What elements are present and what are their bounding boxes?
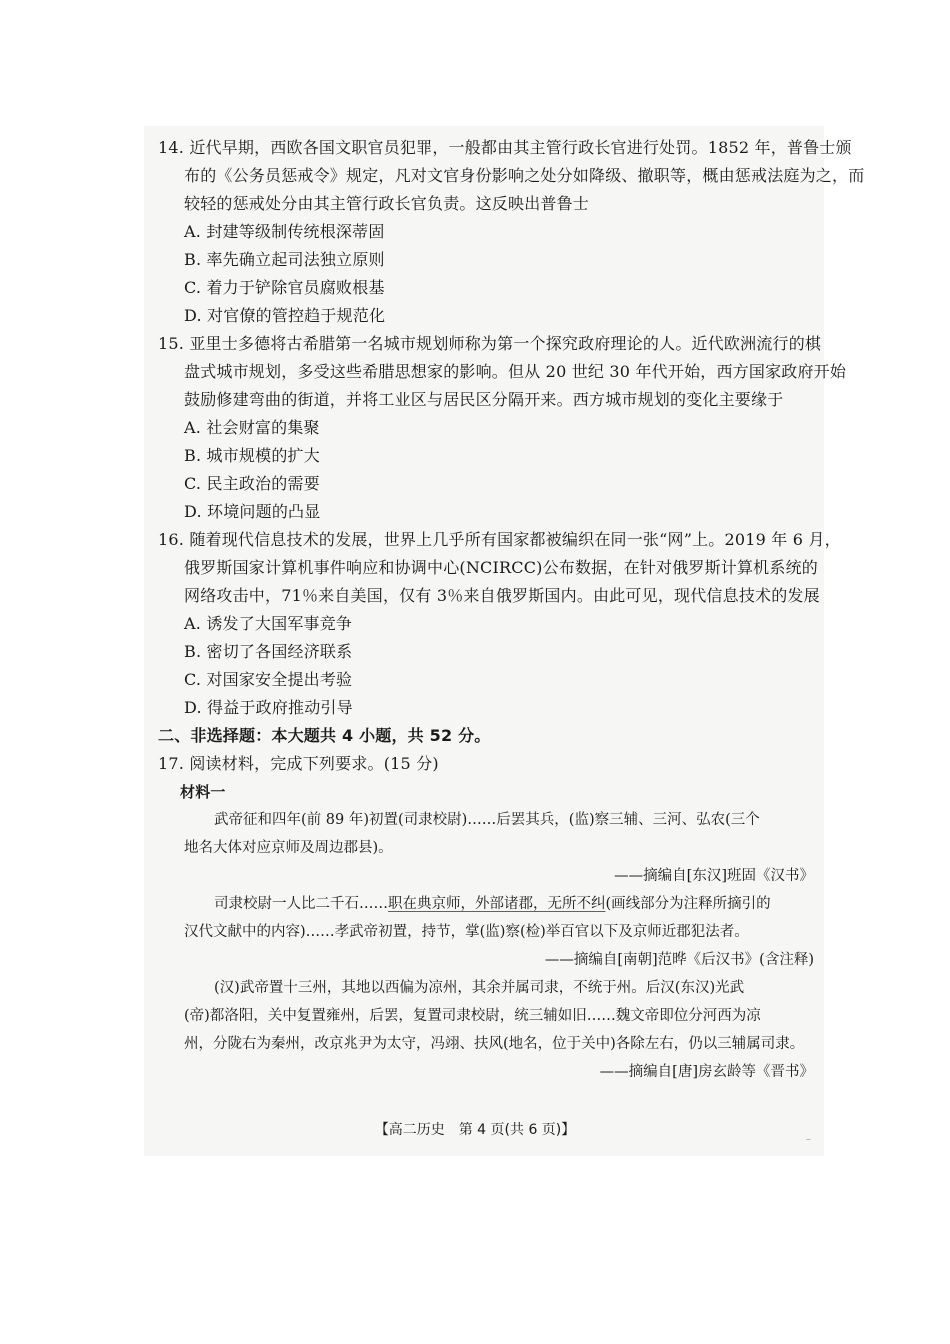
question-stem-line: 网络攻击中，71％来自美国，仅有 3％来自俄罗斯国内。由此可见，现代信息技术的发展 [184,586,820,605]
question-15 [158,330,847,526]
material-paragraph-line: 武帝征和四年(前 89 年)初置(司隶校尉)……后罢其兵，(监)察三辅、三河、弘农(三个 [214,812,760,828]
question-17 [158,750,818,1086]
question-16 [158,526,841,722]
material-title: 材料一 [180,783,226,801]
question-stem-line: 较轻的惩戒处分由其主管行政长官负责。这反映出普鲁士 [184,194,590,213]
text-segment: 司隶校尉一人比二千石…… [214,896,388,912]
exam-content [158,134,865,1086]
option-c: C. 对国家安全提出考验 [184,670,353,689]
source-citation: ——摘编自[南朝]范晔《后汉书》(含注释) [544,952,814,968]
source-citation: ——摘编自[唐]房玄龄等《晋书》 [599,1064,814,1080]
option-b: B. 城市规模的扩大 [184,446,320,465]
text-segment: (画线部分为注释所摘引的 [605,896,771,912]
question-stem-line: 鼓励修建弯曲的街道，并将工业区与居民区分隔开来。西方城市规划的变化主要缘于 [184,390,784,409]
option-a: A. 封建等级制传统根深蒂固 [184,222,385,241]
option-d: D. 环境问题的凸显 [184,502,321,521]
option-a: A. 社会财富的集聚 [184,418,320,437]
source-citation: ——摘编自[东汉]班固《汉书》 [614,868,814,884]
section-title: 二、非选择题：本大题共 4 小题，共 52 分。 [158,726,491,745]
option-b: B. 率先确立起司法独立原则 [184,250,385,269]
page-footer: 【高二历史 第 4 页(共 6 页)】 [374,1122,576,1138]
question-stem-line: 17. 阅读材料，完成下列要求。(15 分) [158,754,439,773]
question-stem-line: 布的《公务员惩戒令》规定，凡对文官身份影响之处分如降级、撤职等，概由惩戒法庭为之，而 [184,166,865,185]
option-b: B. 密切了各国经济联系 [184,642,353,661]
question-stem-line: 俄罗斯国家计算机事件响应和协调中心(NCIRCC)公布数据，在针对俄罗斯计算机系统的 [184,558,818,577]
question-stem-line: 14. 近代早期，西欧各国文职官员犯罪，一般都由其主管行政长官进行处罚。1852 年，普鲁士颁 [158,138,852,157]
option-d: D. 得益于政府推动引导 [184,698,353,717]
option-c: C. 着力于铲除官员腐败根基 [184,278,385,297]
material-paragraph-line: 州，分陇右为秦州，改京兆尹为太守，冯翊、扶风(地名，位于关中)各除左右，仍以三辅属司隶。 [184,1036,805,1052]
question-14 [158,134,865,330]
material-paragraph-line: 地名大体对应京师及周边郡县)。 [184,840,393,856]
underlined-text: 职在典京师，外部诸郡，无所不纠 [388,896,606,912]
option-c: C. 民主政治的需要 [184,474,320,493]
material-paragraph-line: 汉代文献中的内容)……孝武帝初置，持节，掌(监)察(检)举百官以下及京师近郡犯法者。 [184,924,749,940]
question-stem-line: 15. 亚里士多德将古希腊第一名城市规划师称为第一个探究政府理论的人。近代欧洲流行的棋 [158,334,822,353]
question-stem-line: 盘式城市规划，多受这些希腊思想家的影响。但从 20 世纪 30 年代开始，西方国家政府开始 [184,362,847,381]
question-stem-line: 16. 随着现代信息技术的发展，世界上几乎所有国家都被编织在同一张“网”上。2019 年 6 月， [158,530,841,549]
material-paragraph-line [158,890,818,918]
scan-mark: – [806,1134,811,1145]
option-a: A. 诱发了大国军事竞争 [184,614,353,633]
option-d: D. 对官僚的管控趋于规范化 [184,306,386,325]
material-paragraph-line: (帝)都洛阳，关中复置雍州，后罢，复置司隶校尉，统三辅如旧……魏文帝即位分河西为凉 [184,1008,761,1024]
material-paragraph-line: (汉)武帝置十三州，其地以西偏为凉州，其余并属司隶，不统于州。后汉(东汉)光武 [214,980,745,996]
